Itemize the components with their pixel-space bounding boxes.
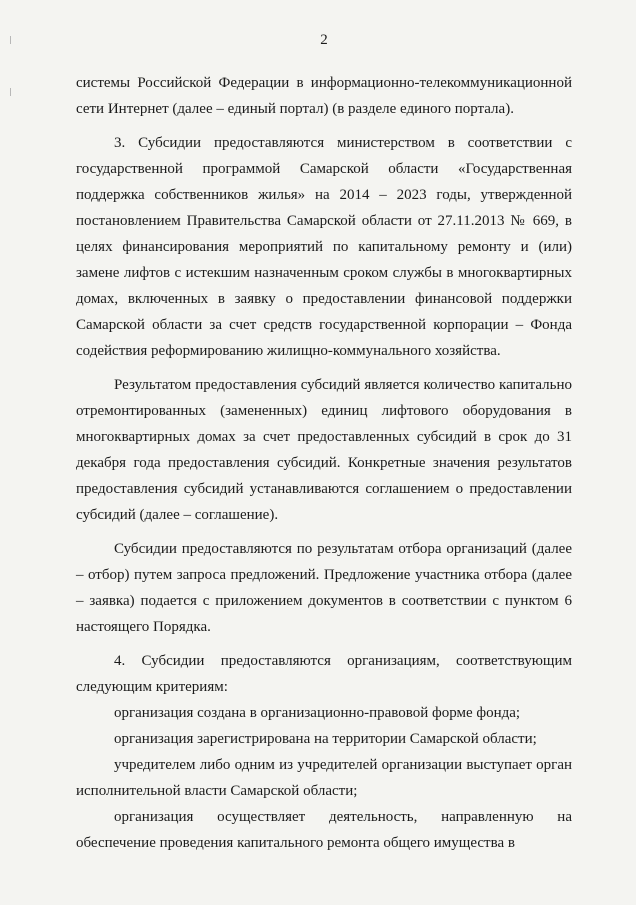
paragraph-4: Субсидии предоставляются по результатам отбора организаций (далее – отбор) путем запроса предложений. Предложение участника отбора (далее – заявка) подается с приложением документов в соответствии с пунктом 6 настоящего Порядка. xyxy=(76,541,572,635)
criterion-1: организация создана в организационно-правовой форме фонда; xyxy=(114,705,521,721)
criterion-2: организация зарегистрирована на территории Самарской области; xyxy=(114,731,537,747)
paragraph-1: системы Российской Федерации в информационно-телекоммуникационной сети Интернет (далее – единый портал) (в разделе единого портала). xyxy=(76,75,572,117)
criterion-3: учредителем либо одним из учредителей организации выступает орган исполнительной власти Самарской области; xyxy=(76,757,572,799)
paragraph-5: 4. Субсидии предоставляются организациям, соответствующим следующим критериям: xyxy=(76,653,572,695)
criterion-4: организация осуществляет деятельность, направленную на обеспечение проведения капитального ремонта общего имущества в xyxy=(76,809,572,851)
paragraph-3: Результатом предоставления субсидий является количество капитально отремонтированных (замененных) единиц лифтового оборудования в многоквартирных домах за счет предоставленных субсидий в срок до 31 декабря года предоставления субсидий. Конкретные значения результатов предоставления субсидий устанавливаются соглашением о предоставлении субсидий (далее – соглашение). xyxy=(76,377,572,523)
scan-mark xyxy=(10,88,11,96)
document-body xyxy=(76,70,572,856)
paragraph-2: 3. Субсидии предоставляются министерством в соответствии с государственной программой Самарской области «Государственная поддержка собственников жилья» на 2014 – 2023 годы, утвержденной постановлением Правительства Самарской области от 27.11.2013 № 669, в целях финансирования мероприятий по капитальному ремонту и (или) замене лифтов с истекшим назначенным сроком службы в многоквартирных домах, включенных в заявку о предоставлении финансовой поддержки Самарской области за счет средств государственной корпорации – Фонда содействия реформированию жилищно-коммунального хозяйства. xyxy=(76,135,572,359)
scan-mark xyxy=(10,36,11,44)
page-number: 2 xyxy=(320,32,328,48)
